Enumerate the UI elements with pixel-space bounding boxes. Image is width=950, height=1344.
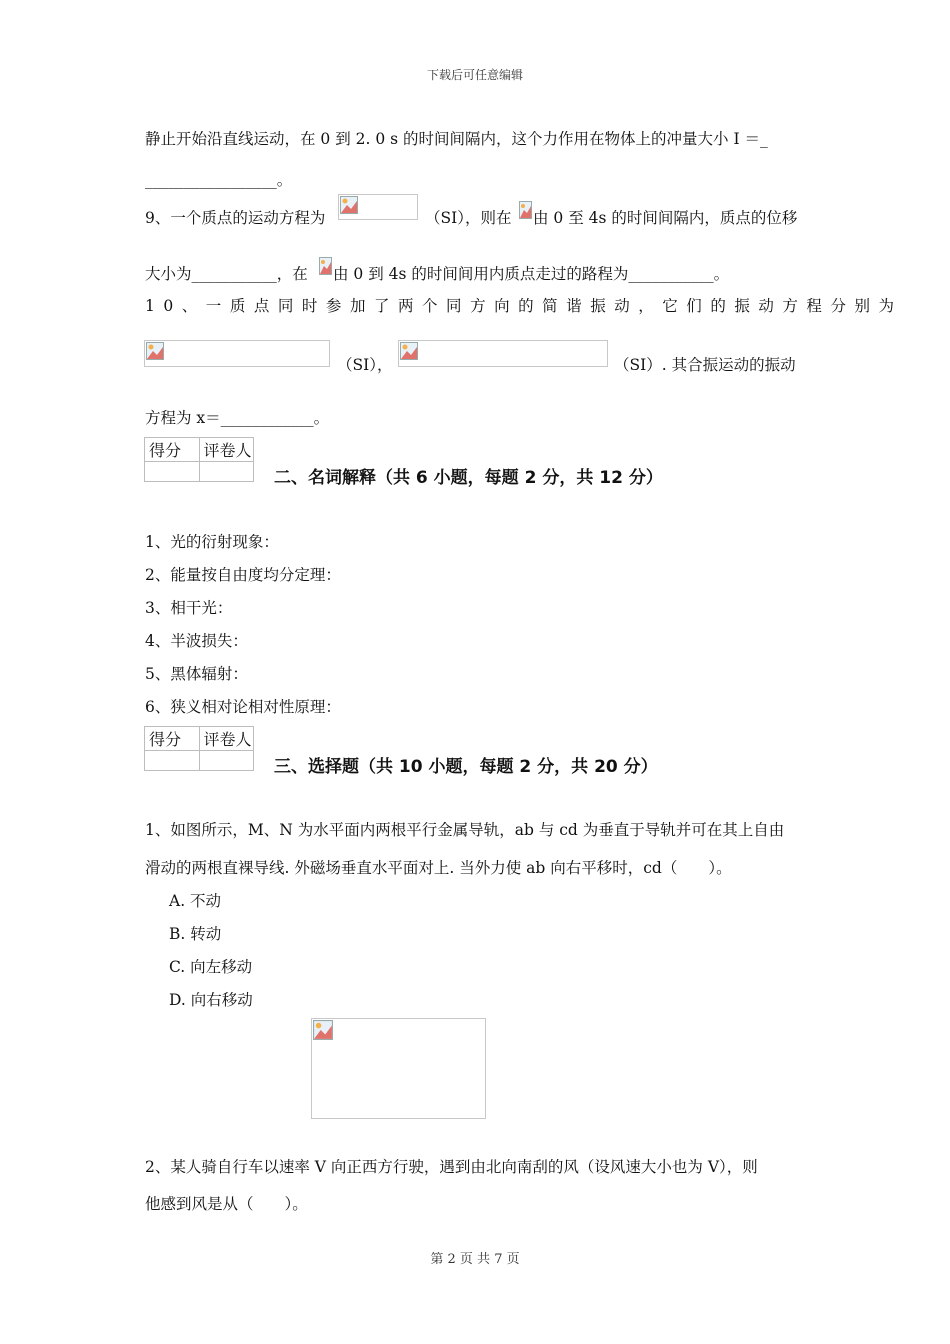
term-item-6: 6、狭义相对论相对性原理： [145,698,341,716]
q9-text-b: （SI），则在 [425,209,512,227]
page-header: 下载后可任意编辑 [426,68,523,82]
choice-q1-line2: 滑动的两根直裸导线. 外磁场垂直水平面对上. 当外力使 ab 向右平移时，cd（ ）。 [145,859,732,877]
page-footer: 第 2 页 共 7 页 [430,1252,520,1267]
score-label: 得分 [145,727,200,751]
q10-text-line1: 10、一质点同时参加了两个同方向的简谐振动，它们的振动方程分别为 [145,297,903,315]
choice-q2-line2: 他感到风是从（ ）。 [145,1195,308,1213]
term-item-3: 3、相干光： [145,599,233,617]
term-item-2: 2、能量按自由度均分定理： [145,566,341,584]
broken-image-equation-2 [398,340,608,367]
broken-image-icon [319,257,332,275]
term-item-4: 4、半波损失： [145,632,248,650]
broken-image-figure [311,1018,486,1119]
option-b: B. 转动 [169,925,222,943]
broken-image-equation-1 [144,340,330,367]
q8-text-line1: 静止开始沿直线运动，在 0 到 2. 0 s 的时间间隔内，这个力作用在物体上的冲量大小 I ＝_ [145,130,768,148]
q9-text-c: 由 0 至 4s 的时间间隔内，质点的位移 [533,209,798,227]
score-table [144,726,254,771]
grader-cell [199,462,254,482]
term-item-5: 5、黑体辐射： [145,665,248,683]
section-title-choice: 三、选择题（共 10 小题，每题 2 分，共 20 分） [274,757,658,777]
score-cell [145,751,200,771]
section-title-terms: 二、名词解释（共 6 小题，每题 2 分，共 12 分） [274,468,663,488]
option-c: C. 向左移动 [169,958,253,976]
option-a: A. 不动 [169,892,222,910]
grader-label: 评卷人 [199,438,254,462]
broken-image-icon [313,1020,333,1040]
broken-image-equation [338,194,418,220]
term-item-1: 1、光的衍射现象： [145,533,279,551]
grader-cell [199,751,254,771]
q10-si-1: （SI）， [337,356,393,374]
broken-image-icon [340,196,358,214]
q9-text-a: 9、一个质点的运动方程为 [145,209,326,227]
choice-q2-line1: 2、某人骑自行车以速率 V 向正西方行驶，遇到由北向南刮的风（设风速大小也为 V），则 [145,1158,758,1176]
broken-image-icon [146,342,164,360]
q10-si-2: （SI）. 其合振运动的振动 [614,356,796,374]
q9-text-e: 由 0 到 4s 的时间间用内质点走过的路程为___________。 [333,265,730,283]
broken-image-icon [400,342,418,360]
q8-text-line2: _________________。 [145,171,293,189]
score-label: 得分 [145,438,200,462]
option-d: D. 向右移动 [169,991,253,1009]
q9-text-d: 大小为___________，在 [145,265,308,283]
grader-label: 评卷人 [199,727,254,751]
q10-text-line3: 方程为 x＝____________。 [145,409,330,427]
choice-q1-line1: 1、如图所示，M、N 为水平面内两根平行金属导轨，ab 与 cd 为垂直于导轨并可在其上自由 [145,821,785,839]
score-cell [145,462,200,482]
broken-image-icon [519,201,532,219]
score-table [144,437,254,482]
